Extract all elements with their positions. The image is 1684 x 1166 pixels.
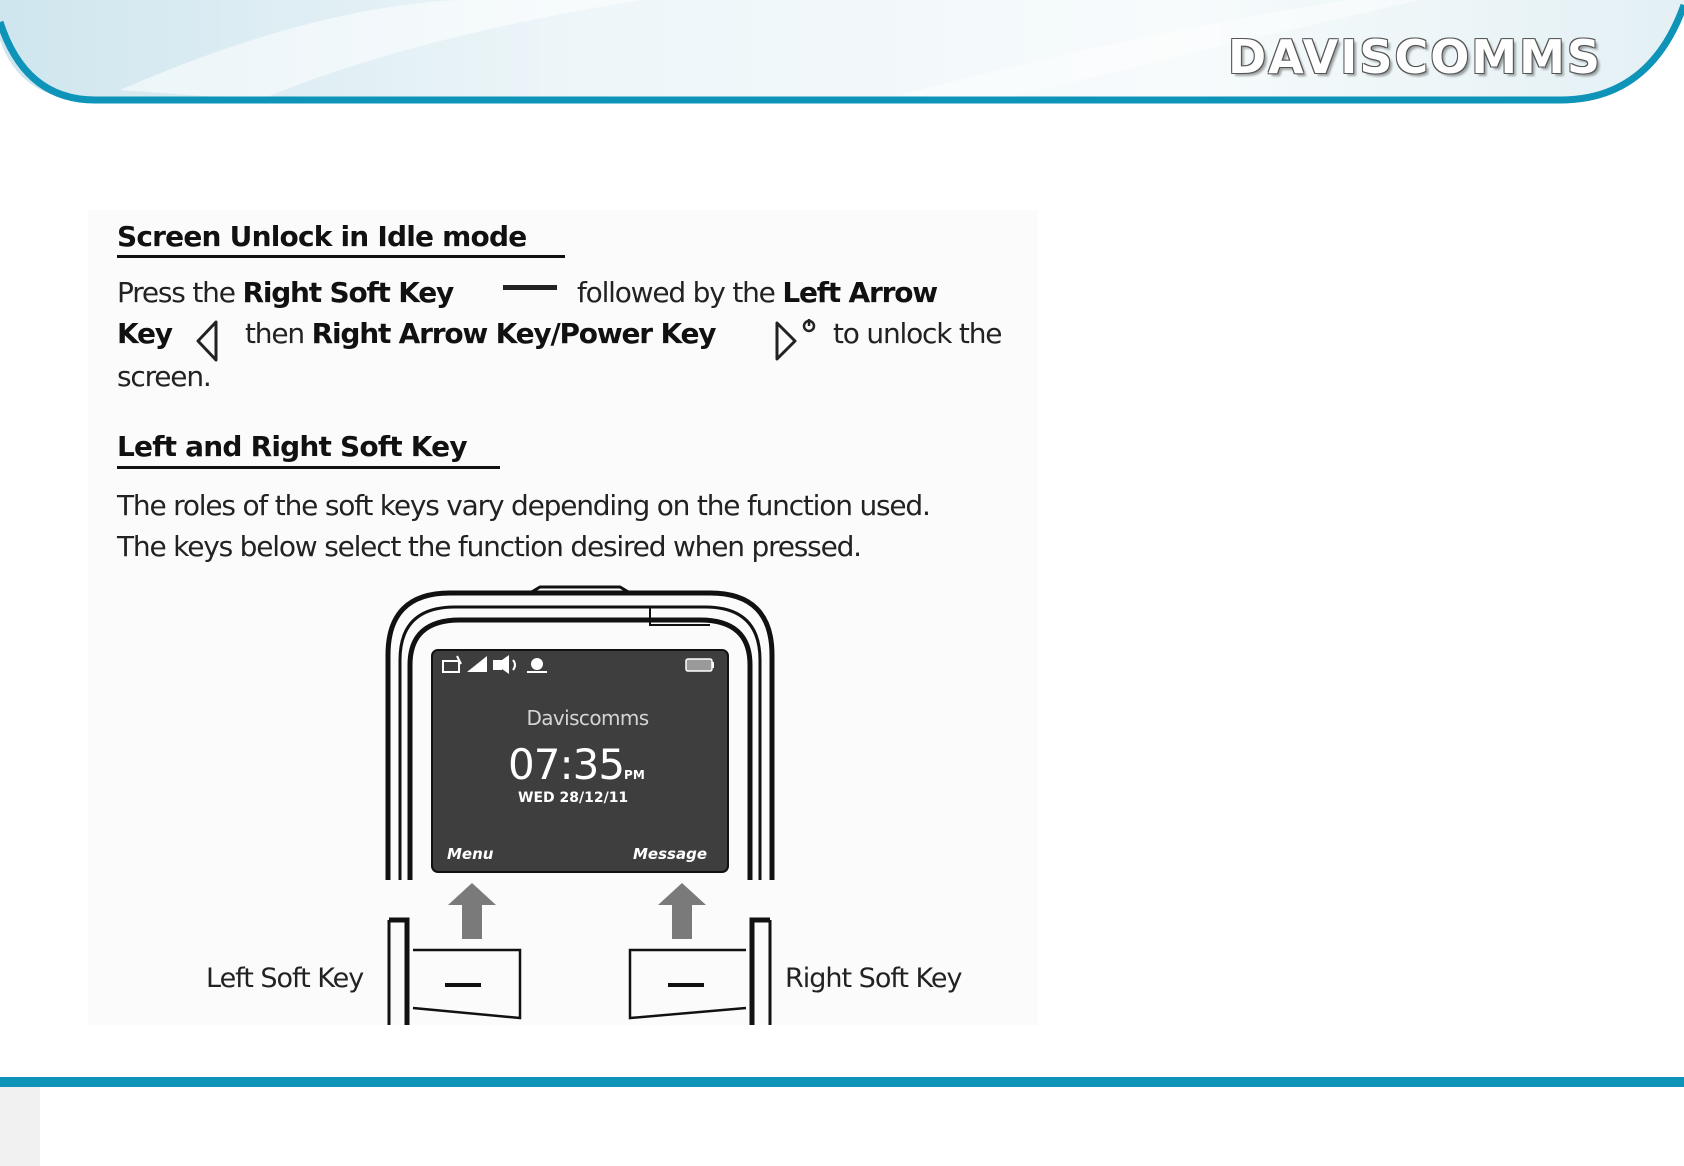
- screen-date: WED 28/12/11: [518, 790, 629, 806]
- status-icons: [441, 654, 551, 676]
- right-soft-key: [628, 915, 773, 1025]
- screen-operator-name: Daviscomms: [526, 706, 649, 730]
- right-soft-key-label: Right Soft Key: [785, 963, 962, 994]
- right-arrow-power-key-icon: [773, 317, 817, 363]
- unlock-instructions-line1: Press the Right Soft Key: [117, 276, 454, 309]
- section-heading-screen-unlock: Screen Unlock in Idle mode: [117, 220, 527, 253]
- left-soft-key: [385, 915, 525, 1025]
- soft-key-dash-icon: [503, 284, 557, 292]
- left-soft-key-label: Left Soft Key: [206, 963, 364, 994]
- soft-keys-description-line1: The roles of the soft keys vary depending on the function used.: [117, 489, 930, 522]
- unlock-instructions-line1-cont: followed by the Left Arrow: [577, 276, 937, 309]
- header-banner: [0, 0, 1684, 115]
- soft-keys-description-line2: The keys below select the function desired when pressed.: [117, 530, 861, 563]
- unlock-instructions-line2-key: Key: [117, 317, 172, 350]
- screen-left-softkey-label: Menu: [447, 845, 494, 863]
- screen-right-softkey-label: Message: [633, 845, 707, 863]
- unlock-instructions-line2-end: to unlock the: [833, 317, 1002, 350]
- heading-underline: [117, 255, 565, 258]
- left-arrow-key-icon: [194, 319, 222, 363]
- battery-icon: [685, 658, 715, 672]
- unlock-instructions-line2: then Right Arrow Key/Power Key: [245, 317, 716, 350]
- heading-underline: [117, 466, 500, 469]
- footer-tab: [0, 1087, 40, 1166]
- screen-clock: 07:35PM: [508, 740, 645, 789]
- footer-band: [0, 1077, 1684, 1087]
- unlock-instructions-line3: screen.: [117, 360, 211, 393]
- section-heading-soft-keys: Left and Right Soft Key: [117, 430, 467, 463]
- brand-logo: DAVISCOMMS: [1227, 30, 1602, 84]
